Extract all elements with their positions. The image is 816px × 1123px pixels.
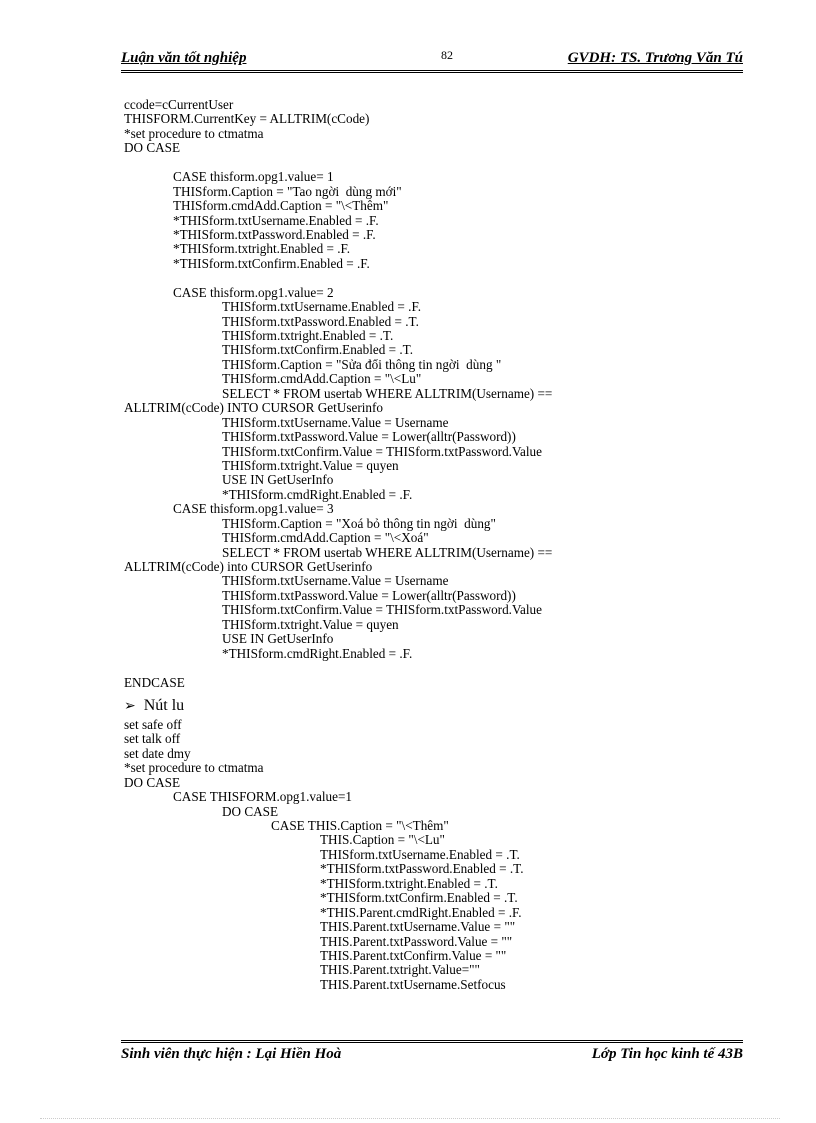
page-edge-dots <box>40 1118 780 1119</box>
code-line: USE IN GetUserInfo <box>222 631 334 647</box>
code-line: ALLTRIM(cCode) INTO CURSOR GetUserinfo <box>124 400 383 416</box>
code-line: *THISform.txtright.Enabled = .T. <box>320 875 498 891</box>
code-line: THISFORM.CurrentKey = ALLTRIM(cCode) <box>124 111 370 127</box>
code-line: THISform.Caption = "Sửa đổi thông tin ngời dùng " <box>222 356 502 372</box>
code-line: THIS.Parent.txtright.Value="" <box>320 962 480 978</box>
code-line: *THISform.txtPassword.Enabled = .T. <box>320 861 524 877</box>
footer-student: Sinh viên thực hiện : Lại Hiền Hoà <box>121 1046 342 1062</box>
arrow-bullet-icon: ➢ <box>124 698 136 714</box>
code-line: set safe off <box>124 716 182 732</box>
code-line: THISform.cmdAdd.Caption = "\<Xoá" <box>222 530 429 546</box>
code-line: set date dmy <box>124 745 191 761</box>
code-line: THISform.txtUsername.Value = Username <box>222 414 449 430</box>
code-line: CASE thisform.opg1.value= 2 <box>173 284 334 300</box>
code-line: THISform.txtConfirm.Value = THISform.txtPassword.Value <box>222 443 542 459</box>
code-body <box>124 98 644 992</box>
code-line: *THIS.Parent.cmdRight.Enabled = .F. <box>320 904 522 920</box>
code-line: *set procedure to ctmatma <box>124 125 264 141</box>
code-line: *THISform.cmdRight.Enabled = .F. <box>222 645 413 661</box>
code-line: THISform.txtright.Value = quyen <box>222 616 399 632</box>
blank-line <box>124 271 644 285</box>
code-line: THISform.txtPassword.Value = Lower(alltr(Password)) <box>222 429 516 445</box>
code-line: THISform.txtConfirm.Enabled = .T. <box>222 342 414 358</box>
code-line: THIS.Parent.txtUsername.Setfocus <box>320 976 506 992</box>
blank-line <box>124 156 644 170</box>
footer-class: Lớp Tin học kinh tế 43B <box>591 1046 743 1062</box>
code-line: DO CASE <box>222 803 279 819</box>
code-line: *THISform.txtUsername.Enabled = .F. <box>173 212 379 228</box>
footer-rule <box>121 1040 743 1043</box>
code-line: SELECT * FROM usertab WHERE ALLTRIM(Username) == <box>222 385 553 401</box>
code-line: THISform.cmdAdd.Caption = "\<Thêm" <box>173 198 389 214</box>
code-line: set talk off <box>124 731 181 747</box>
code-line: THISform.txtPassword.Value = Lower(alltr(Password)) <box>222 587 516 603</box>
code-line: CASE thisform.opg1.value= 1 <box>173 169 334 185</box>
code-line: THIS.Parent.txtConfirm.Value = "" <box>320 947 507 963</box>
code-line: THISform.txtUsername.Enabled = .F. <box>222 299 422 315</box>
code-line: THIS.Parent.txtUsername.Value = "" <box>320 919 516 935</box>
code-line: DO CASE <box>124 140 181 156</box>
code-line: THISform.txtright.Enabled = .T. <box>222 328 394 343</box>
code-line: USE IN GetUserInfo <box>222 472 334 488</box>
code-line: THIS.Caption = "\<Lu" <box>320 832 445 848</box>
code-line: THISform.txtright.Value = quyen <box>222 457 399 473</box>
code-line: DO CASE <box>124 774 181 790</box>
page-header <box>121 48 743 70</box>
blank-line <box>124 661 644 675</box>
code-line: *set procedure to ctmatma <box>124 760 264 776</box>
code-line: THISform.txtUsername.Value = Username <box>222 573 449 589</box>
code-line: *THISform.cmdRight.Enabled = .F. <box>222 486 413 502</box>
code-line: SELECT * FROM usertab WHERE ALLTRIM(Username) == <box>222 544 553 560</box>
code-line: THISform.txtPassword.Enabled = .T. <box>222 313 419 329</box>
code-line: ccode=cCurrentUser <box>124 97 234 112</box>
code-line: THISform.txtConfirm.Value = THISform.txtPassword.Value <box>222 602 542 618</box>
code-line: THISform.txtUsername.Enabled = .T. <box>320 846 520 862</box>
code-line: *THISform.txtPassword.Enabled = .F. <box>173 226 376 242</box>
code-line: THISform.Caption = "Tao ngời dùng mới" <box>173 183 402 199</box>
code-line: THISform.Caption = "Xoá bỏ thông tin ngời dùng" <box>222 515 496 531</box>
code-block-1 <box>124 98 644 690</box>
code-line: *THISform.txtConfirm.Enabled = .F. <box>173 255 370 271</box>
code-line: THISform.cmdAdd.Caption = "\<Lu" <box>222 371 422 387</box>
code-line: CASE THIS.Caption = "\<Thêm" <box>271 818 449 833</box>
code-line: *THISform.txtright.Enabled = .F. <box>173 241 351 257</box>
header-rule <box>121 70 743 73</box>
code-line: ALLTRIM(cCode) into CURSOR GetUserinfo <box>124 559 373 574</box>
page-number: 82 <box>441 48 453 62</box>
section-title: Nút lu <box>143 696 185 714</box>
code-line: CASE thisform.opg1.value= 3 <box>173 501 334 517</box>
code-line: *THISform.txtConfirm.Enabled = .T. <box>320 890 518 906</box>
code-block-2 <box>124 718 644 992</box>
code-line: CASE THISFORM.opg1.value=1 <box>173 789 353 805</box>
header-advisor: GVDH: TS. Trương Văn Tú <box>567 50 743 66</box>
page-footer <box>121 1046 743 1068</box>
code-line: THIS.Parent.txtPassword.Value = "" <box>320 933 513 949</box>
header-thesis-title: Luận văn tốt nghiệp <box>121 50 247 66</box>
section-heading <box>124 694 644 718</box>
code-line: ENDCASE <box>124 674 185 690</box>
